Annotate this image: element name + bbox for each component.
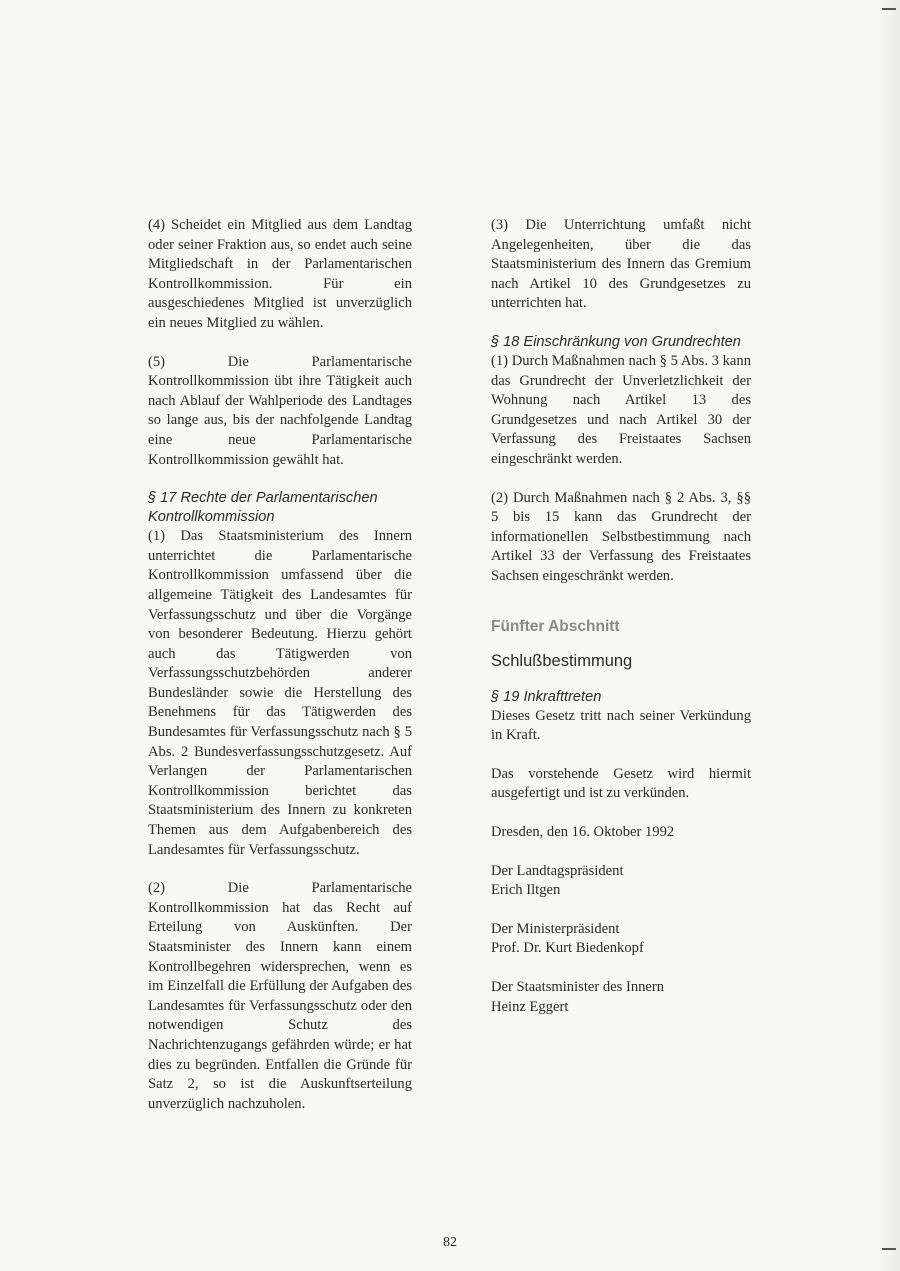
signatory-role: Der Landtagspräsident [491, 862, 624, 879]
section-17-heading: § 17 Rechte der Parlamentarischen Kontrollkommission [148, 490, 378, 526]
chapter-title: Schlußbestimmung [491, 652, 633, 671]
section-19-heading: § 19 Inkrafttreten [491, 688, 602, 705]
signatory-block [491, 978, 751, 1017]
paragraph-16-5: (5) Die Parlamentarische Kontrollkommission übt ihre Tätigkeit auch nach Ablauf der Wahlperiode des Landtages so lange aus, bis der nachfolgende Landtag eine neue Parlamentarische Kontrollkommission gewählt hat. [148, 353, 412, 468]
signatory-name: Heinz Eggert [491, 998, 569, 1015]
section-18-heading: § 18 Einschränkung von Grundrechten [491, 333, 741, 350]
signatory-role: Der Ministerpräsident [491, 920, 620, 937]
paragraph-17-3: (3) Die Unterrichtung umfaßt nicht Angelegenheiten, über die das Staatsministerium des Innern das Gremium nach Artikel 10 des Grundgesetzes zu unterrichten hat. [491, 217, 751, 312]
promulgation-text: Das vorstehende Gesetz wird hiermit ausgefertigt und ist zu verkünden. [491, 765, 751, 802]
signatory-name: Prof. Dr. Kurt Biedenkopf [491, 940, 644, 957]
signatory-block [491, 862, 751, 901]
signatory-role: Der Staatsminister des Innern [491, 979, 665, 996]
paragraph-17-1: (1) Das Staatsministerium des Innern unterrichtet die Parlamentarische Kontrollkommission umfassend über die allgemeine Tätigkeit des Landesamtes für Verfassungsschutz und über die Vorgänge von besonderer Bedeutung. Hierzu gehört auch das Tätigwerden von Verfassungsschutzbehörden anderer Bundesländer sowie die Herstellung des Benehmens für das Tätigwerden des Bundesamtes für Verfassungsschutz nach § 5 Abs. 2 Bundesverfassungsschutzgesetz. Auf Verlangen der Parlamentarischen Kontrollkommission berichtet das Staatsministerium des Innern zu konkreten Themen aus dem Aufgabenbereich des Landesamtes für Verfassungsschutz. [148, 528, 412, 858]
chapter-label: Fünfter Abschnitt [491, 617, 620, 635]
signatory-block [491, 920, 751, 959]
signatory-name: Erich Iltgen [491, 882, 561, 899]
page-number: 82 [443, 1235, 457, 1250]
date-line: Dresden, den 16. Oktober 1992 [491, 824, 675, 841]
paragraph-18-2: (2) Durch Maßnahmen nach § 2 Abs. 3, §§ 5 bis 15 kann das Grundrecht der informationellen Selbstbestimmung nach Artikel 33 der Verfassung des Freistaates Sachsen eingeschränkt werden. [491, 489, 751, 584]
right-column [491, 216, 751, 1036]
signatures [491, 862, 751, 1018]
paragraph-16-4: (4) Scheidet ein Mitglied aus dem Landtag oder seiner Fraktion aus, so endet auch seine Mitgliedschaft in der Parlamentarischen Kontrollkommission. Für ein ausgeschiedenes Mitglied ist unverzüglich ein neues Mitglied zu wählen. [148, 217, 412, 331]
scan-edge-mark [882, 8, 896, 10]
scan-edge-shadow [878, 0, 900, 1271]
paragraph-17-2: (2) Die Parlamentarische Kontrollkommission hat das Recht auf Erteilung von Auskünften. Der Staatsminister des Innern kann einem Kontrollbegehren widersprechen, wenn es im Einzelfall die Erfüllung der Aufgaben des Landesamtes für Verfassungsschutz oder den notwendigen Schutz des Nachrichtenzugangs gefährden würde; er hat dies zu begründen. Entfallen die Gründe für Satz 2, so ist die Auskunftserteilung unverzüglich nachzuholen. [148, 880, 412, 1112]
paragraph-18-1: (1) Durch Maßnahmen nach § 5 Abs. 3 kann das Grundrecht der Unverletzlichkeit der Wohnung nach Artikel 13 des Grundgesetzes und nach Artikel 30 der Verfassung des Freistaates Sachsen eingeschränkt werden. [491, 352, 751, 467]
paragraph-19: Dieses Gesetz tritt nach seiner Verkündung in Kraft. [491, 707, 751, 744]
left-column [148, 216, 412, 1133]
